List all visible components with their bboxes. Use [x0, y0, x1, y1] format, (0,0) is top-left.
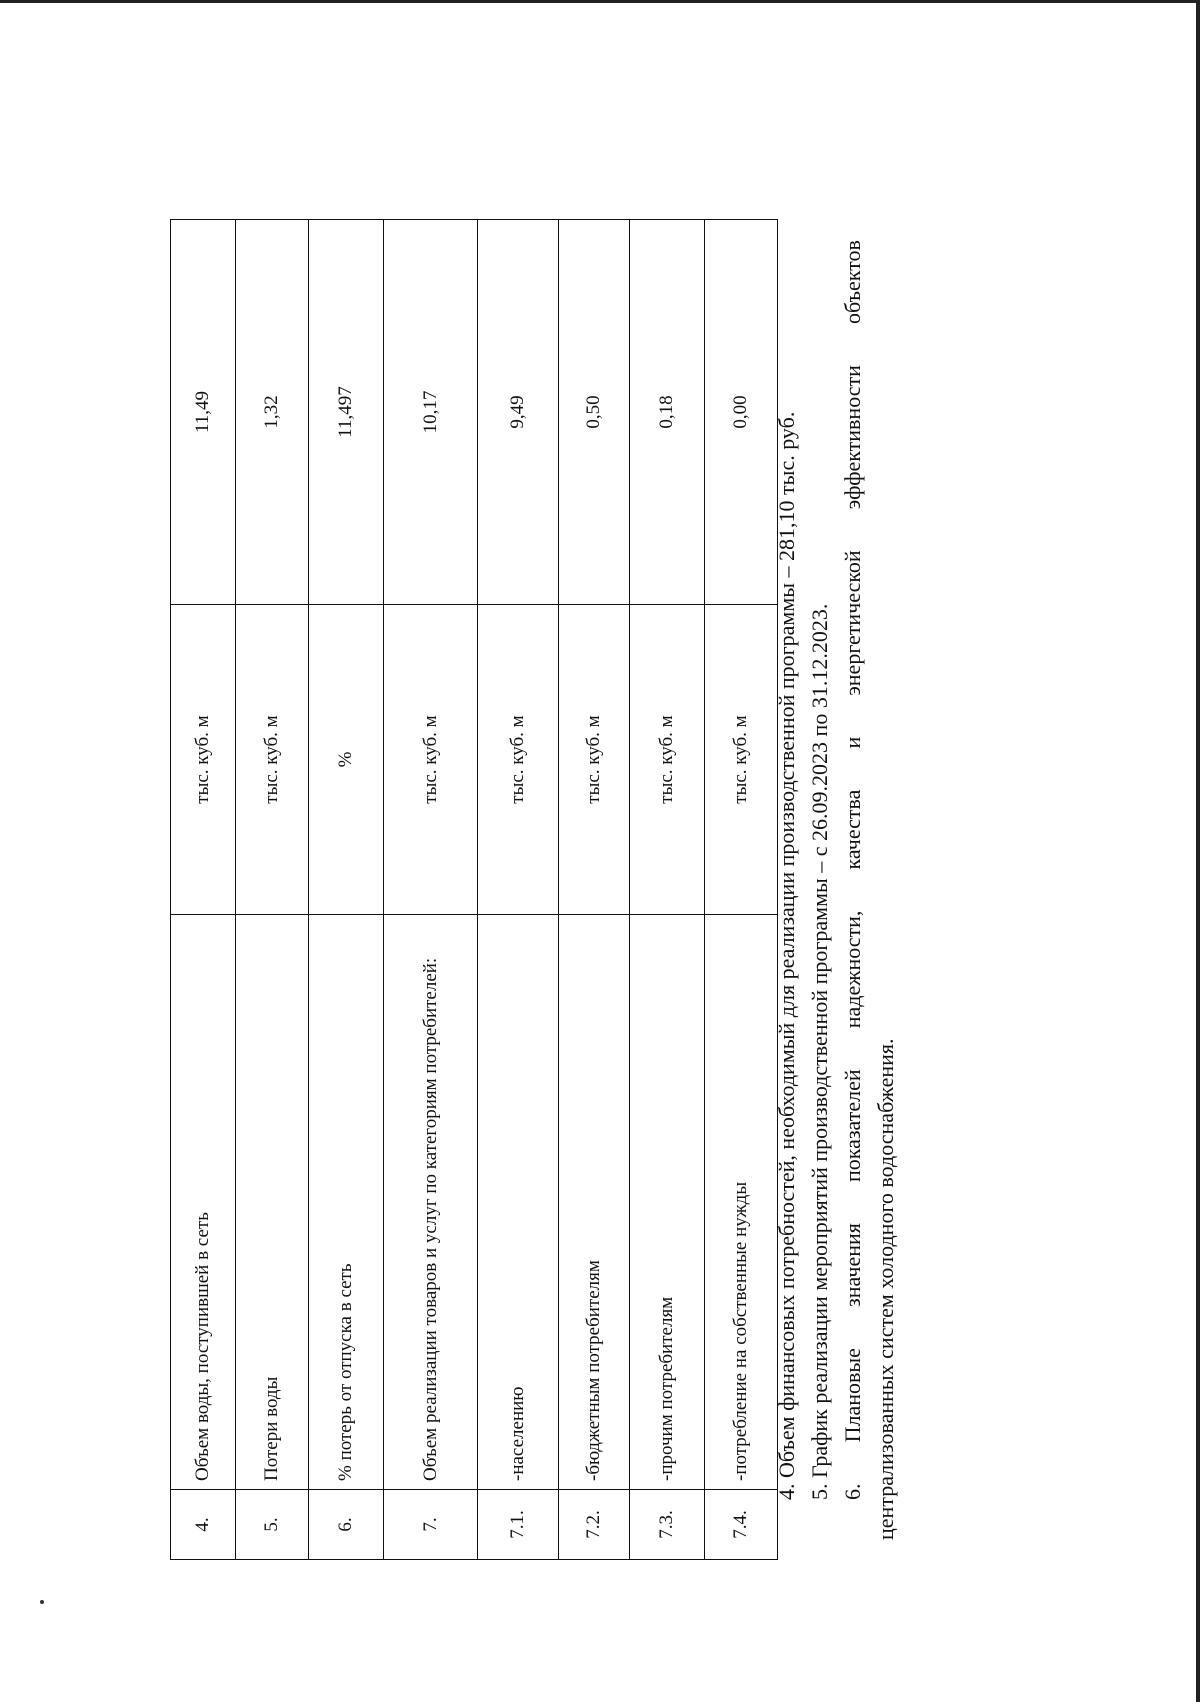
- row-number: 6.: [309, 1490, 384, 1560]
- note-word: значения: [840, 1223, 865, 1307]
- row-number: 7.3.: [630, 1490, 705, 1560]
- row-unit: %: [309, 605, 384, 915]
- row-number: 4.: [171, 1490, 236, 1560]
- note-word: качества: [840, 789, 865, 870]
- note-planned-values-line: [836, 240, 869, 1540]
- row-number: 7.2.: [559, 1490, 630, 1560]
- table-row: [236, 220, 309, 1560]
- row-value: 0,00: [705, 220, 778, 605]
- row-number: 7.4.: [705, 1490, 778, 1560]
- scan-edge-right: [1196, 0, 1200, 1702]
- table-row: [478, 220, 559, 1560]
- table-row: [630, 220, 705, 1560]
- row-value: 10,17: [384, 220, 478, 605]
- table-row: [559, 220, 630, 1560]
- table-row: [705, 220, 778, 1560]
- note-word: энергетической: [840, 550, 865, 696]
- row-value: 0,50: [559, 220, 630, 605]
- row-unit: тыс. куб. м: [705, 605, 778, 915]
- row-unit: тыс. куб. м: [171, 605, 236, 915]
- row-unit: тыс. куб. м: [630, 605, 705, 915]
- row-indicator-name: % потерь от отпуска в сеть: [309, 915, 384, 1490]
- scan-artifact: [40, 1600, 44, 1604]
- row-unit: тыс. куб. м: [478, 605, 559, 915]
- row-value: 0,18: [630, 220, 705, 605]
- note-word: Плановые: [840, 1348, 865, 1443]
- production-program-table: [170, 219, 778, 1560]
- row-number: 7.: [384, 1490, 478, 1560]
- note-word: 6.: [840, 1483, 865, 1500]
- note-schedule: 5. График реализации мероприятий производственной программы – с 26.09.2023 по 31.12.2023.: [807, 603, 832, 1500]
- table-row: [384, 220, 478, 1560]
- note-word: эффективности: [840, 365, 865, 510]
- row-value: 11,49: [171, 220, 236, 605]
- note-word: и: [840, 736, 865, 749]
- note-word: надежности,: [840, 910, 865, 1029]
- notes-section: [770, 240, 902, 1540]
- row-indicator-name: -бюджетным потребителям: [559, 915, 630, 1490]
- note-financial-needs: 4. Объем финансовых потребностей, необходимый для реализации производственной программы – 281,10 тыс. руб.: [774, 411, 799, 1500]
- row-unit: тыс. куб. м: [236, 605, 309, 915]
- note-word: показателей: [840, 1069, 865, 1183]
- row-indicator-name: -населению: [478, 915, 559, 1490]
- row-indicator-name: -потребление на собственные нужды: [705, 915, 778, 1490]
- table-row: [309, 220, 384, 1560]
- row-indicator-name: -прочим потребителям: [630, 915, 705, 1490]
- row-unit: тыс. куб. м: [559, 605, 630, 915]
- row-number: 7.1.: [478, 1490, 559, 1560]
- row-indicator-name: Объем реализации товаров и услуг по категориям потребителей:: [384, 915, 478, 1490]
- row-value: 9,49: [478, 220, 559, 605]
- note-planned-values-end: централизованных систем холодного водоснабжения.: [873, 1038, 898, 1540]
- row-value: 1,32: [236, 220, 309, 605]
- row-number: 5.: [236, 1490, 309, 1560]
- row-indicator-name: Объем воды, поступившей в сеть: [171, 915, 236, 1490]
- row-value: 11,497: [309, 220, 384, 605]
- table-row: [171, 220, 236, 1560]
- row-indicator-name: Потери воды: [236, 915, 309, 1490]
- row-unit: тыс. куб. м: [384, 605, 478, 915]
- rotated-page-content: [170, 220, 970, 1560]
- scan-edge-top: [0, 0, 1200, 3]
- note-word: объектов: [840, 240, 865, 324]
